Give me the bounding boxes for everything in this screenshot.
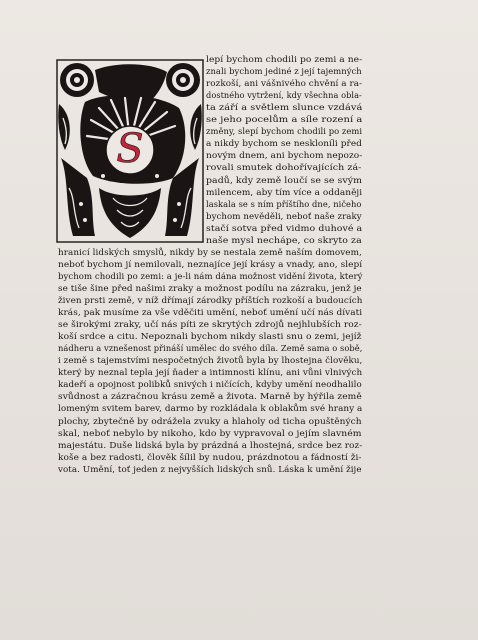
text-line: a nikdy bychom se neskloníli před (206, 139, 362, 150)
corner-flower-right (166, 63, 200, 97)
corner-flower-left (60, 63, 94, 97)
text-line: se tiše šine před našimi zraky a možnost podílu na zázraku, jenž je (58, 283, 362, 294)
text-line: neboť bychom jí nemilovali, neznajíce její krásy a vnady, ano, slepí (58, 259, 363, 270)
text-line: bychom chodili po zemi: a je-li nám dána možnost vidění života, který (58, 271, 363, 282)
text-line: rovali smutek dohořívajících zá- (206, 163, 362, 174)
initial-letter: S (116, 126, 144, 172)
text-line: stačí sotva před vidmo duhové a (206, 223, 363, 234)
text-line: skal, neboť nebylo by nikoho, kdo by vypravoval o jejím slavném (58, 428, 362, 439)
text-line: plochy, zbytečně by odrážela zvuky a hlaholy od ticha opuštěných (58, 416, 362, 427)
text-line: milencem, aby tím více a oddaněji (206, 187, 363, 198)
text-line: znali bychom jediné z její tajemných (206, 67, 362, 78)
text-line: svůdnost a zázračnou krásu země a života. Marně by hýřila země (58, 392, 362, 403)
text-line: krás, pak musíme za vše vděčiti umění, neboť umění učí nás dívati (58, 308, 363, 319)
text-line: naše mysl nechápe, co skryto za (206, 235, 362, 246)
text-line: živen prsti země, v níž dřímají zárodky příštích rozkoší a budoucích (58, 296, 363, 306)
text-line: rozkoší, ani vášnivého chvění a ra- (206, 79, 363, 90)
text-line: kadeří a opojnost polibků snivých i ničících, kdyby umění neodhalilo (58, 380, 362, 391)
text-line: i země s tajemstvími nespočetných životů byla by lhostejna člověku, (58, 356, 363, 367)
text-line: se širokými zraky, učí nás píti ze skrytých zdrojů nejhlubších roz- (58, 320, 362, 331)
text-line: koše a bez radosti, člověk šílil by nudou, prázdnotou a fádností ži- (58, 452, 362, 463)
text-line: hranicí lidských smyslů, nikdy by se nestala země naším domovem, (58, 247, 362, 258)
decorated-initial (55, 58, 205, 244)
text-line: koší srdce a citu. Nepoznali bychom nikdy slasti snu o zemi, jejíž (58, 332, 362, 343)
text-line: lepí bychom chodili po zemi a ne- (206, 55, 363, 65)
text-line: bychom nevěděli, neboť naše zraky (206, 211, 362, 222)
text-line: novým dnem, ani bychom nepozo- (206, 151, 363, 162)
text-line: se jeho pocelům a síle rození a (206, 115, 363, 126)
text-line: majestátu. Duše lidská byla by prázdná a lhostejná, srdce bez roz- (58, 440, 363, 451)
text-line: lomeným svitem barev, darmo by rozkládala k oblakům své hrany a (58, 404, 363, 415)
text-line: dostného vytržení, kdy všechna obla- (206, 91, 362, 102)
text-line: změny, slepí bychom chodili po zemi (206, 127, 363, 138)
text-line: vota. Umění, toť jeden z nejvyšších lidských snů. Láska k umění žije (58, 464, 362, 475)
text-line: ta září a světlem slunce vzdává (206, 103, 363, 114)
text-line: který by neznal tepla její ňader a intimnosti klínu, ani vůni vlnivých (58, 368, 363, 379)
text-line: laskala se s ním příštího dne, ničeho (206, 199, 362, 210)
text-line: nádheru a vznešenost přináší umělec do svého díla. Země sama o sobě, (58, 344, 363, 355)
text-line: padů, kdy země loučí se se svým (206, 175, 363, 186)
